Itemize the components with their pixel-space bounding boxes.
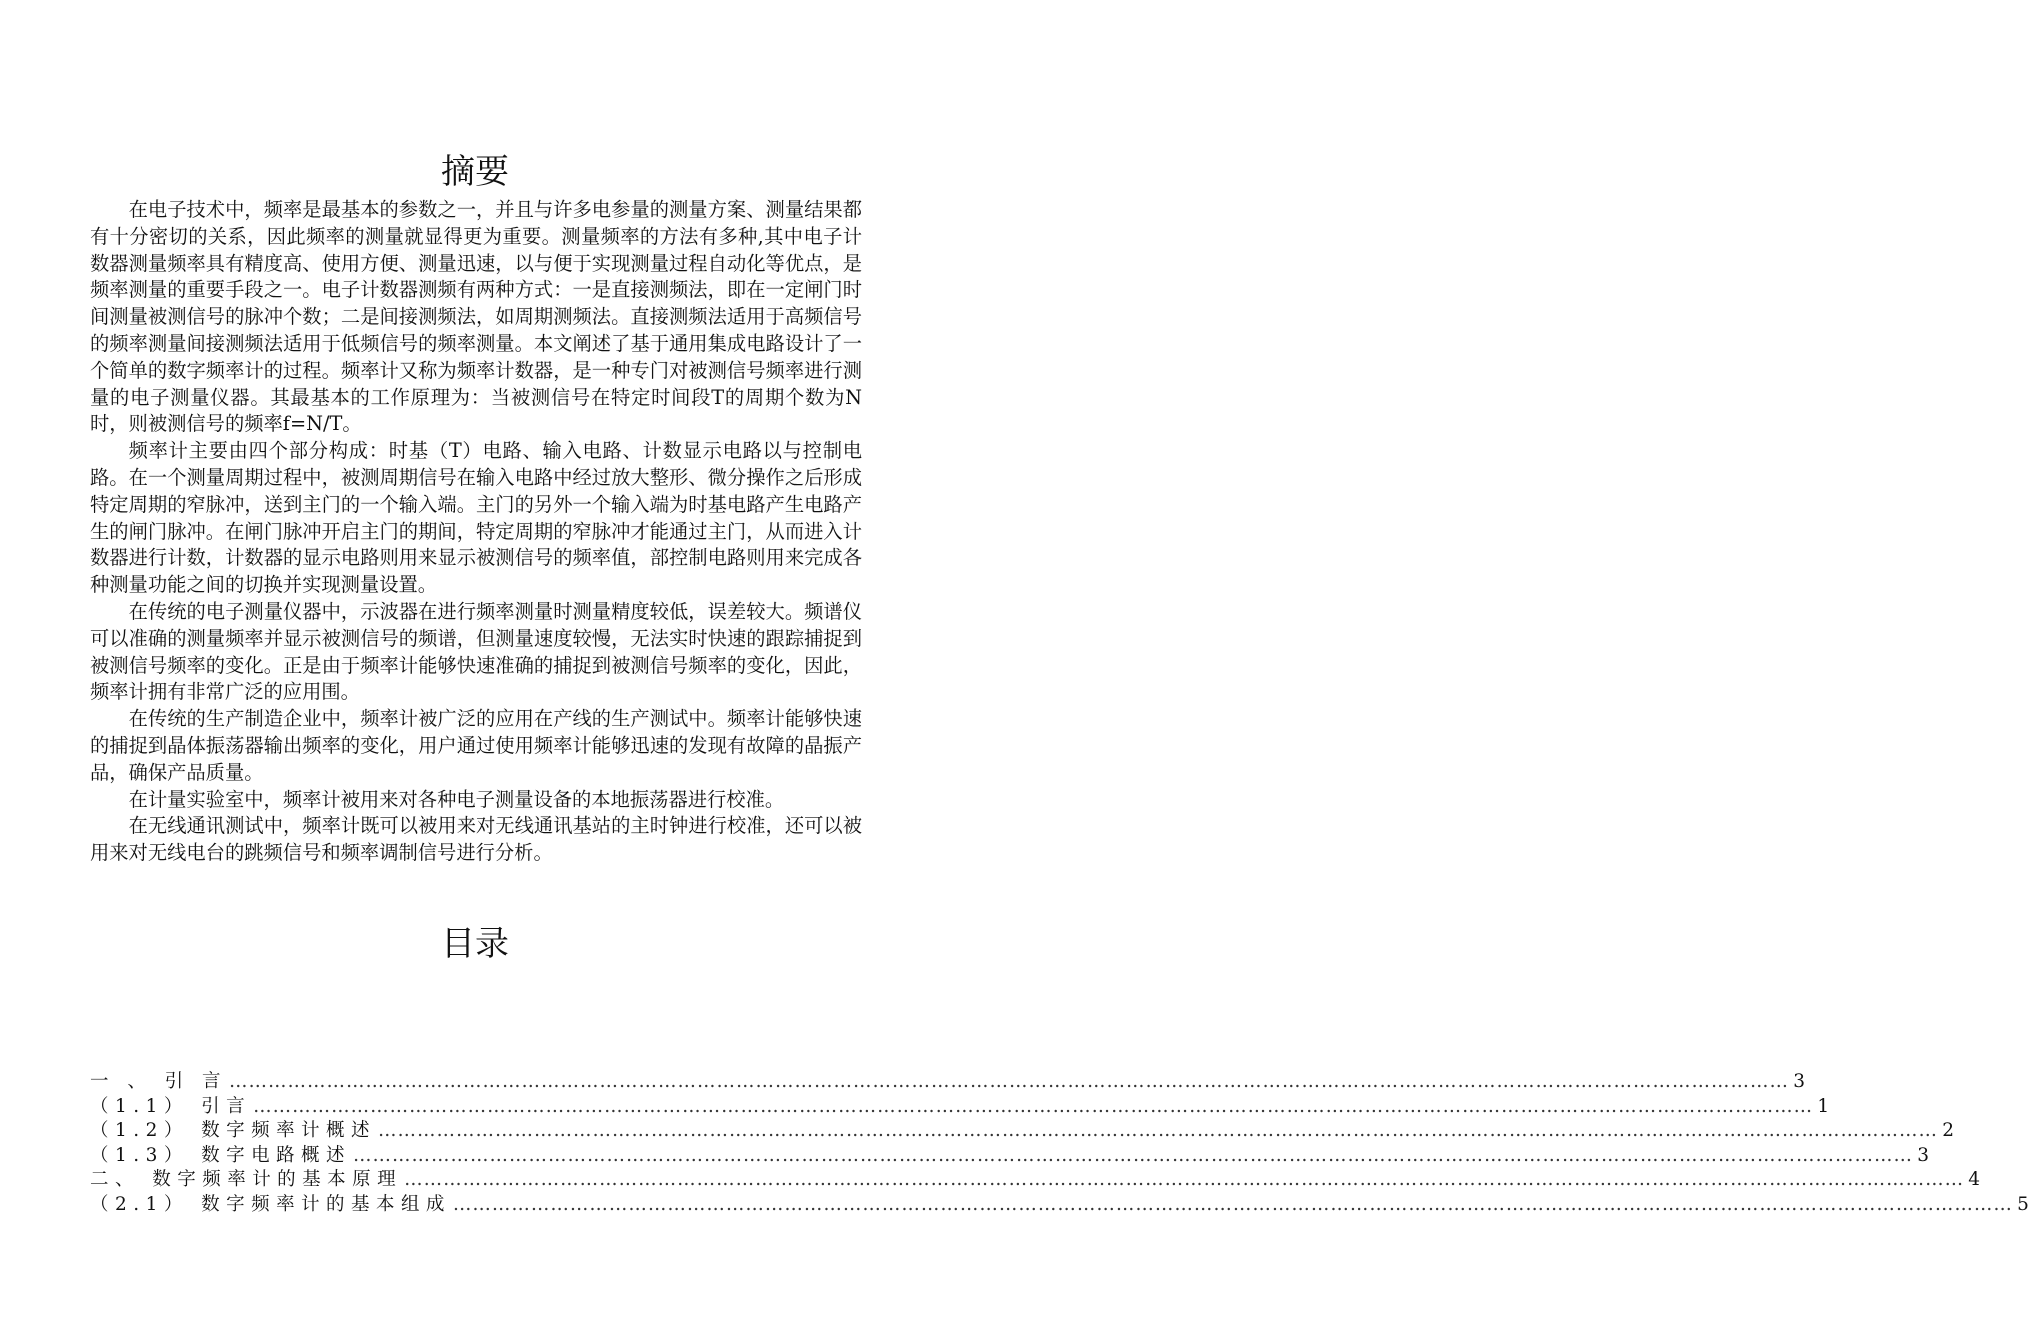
abstract-paragraph: 在传统的电子测量仪器中，示波器在进行频率测量时测量精度较低，误差较大。频谱仪可以准确的测量频率并显示被测信号的频谱，但测量速度较慢，无法实时快速的跟踪捕捉到被测信号频率的变化。正是由于频率计能够快速准确的捕捉到被测信号频率的变化，因此，频率计拥有非常广泛的应用围。	[90, 599, 862, 704]
toc-title: 目录	[441, 924, 509, 964]
toc-page-number: 4	[1968, 1169, 1981, 1191]
abstract-paragraph: 在计量实验室中，频率计被用来对各种电子测量设备的本地振荡器进行校准。	[128, 787, 785, 811]
table-of-contents	[90, 1070, 2029, 1218]
toc-leader-dots: ……………………………………………………………………………………………………………………………………………………………………………………………………………………	[452, 1193, 2013, 1215]
abstract-paragraph: 频率计主要由四个部分构成：时基（T）电路、输入电路、计数显示电路以与控制电路。在一个测量周期过程中，被测周期信号在输入电路中经过放大整形、微分操作之后形成特定周期的窄脉冲，送到主门的一个输入端。主门的另外一个输入端为时基电路产生电路产生的闸门脉冲。在闸门脉冲开启主门的期间，特定周期的窄脉冲才能通过主门，从而进入计数器进行计数，计数器的显示电路则用来显示被测信号的频率值，部控制电路则用来完成各种测量功能之间的切换并实现测量设置。	[90, 439, 862, 597]
toc-entry[interactable]	[90, 1144, 1930, 1169]
toc-leader-dots: ……………………………………………………………………………………………………………………………………………………………………………………………………………………	[353, 1144, 1914, 1166]
toc-entry-label: （1.2） 数字频率计概述	[90, 1120, 376, 1142]
toc-entry-label: （1.3） 数字电路概述	[90, 1144, 352, 1166]
toc-page-number: 5	[2017, 1193, 2029, 1215]
toc-entry-label: 二、 数字频率计的基本原理	[90, 1169, 403, 1191]
toc-entry-label: （1.1） 引言	[90, 1095, 252, 1117]
toc-leader-dots: ……………………………………………………………………………………………………………………………………………………………………………………………………………………	[253, 1095, 1814, 1117]
abstract-paragraph: 在传统的生产制造企业中，频率计被广泛的应用在产线的生产测试中。频率计能够快速的捕捉到晶体振荡器输出频率的变化，用户通过使用频率计能够迅速的发现有故障的晶振产品，确保产品质量。	[90, 707, 862, 784]
toc-page-number: 3	[1793, 1071, 1805, 1092]
toc-entry[interactable]	[90, 1070, 1805, 1095]
toc-entry-label: （2.1） 数字频率计的基本组成	[90, 1193, 451, 1215]
toc-entry[interactable]	[90, 1095, 1830, 1120]
toc-entry-label: 一 、 引 言	[90, 1071, 227, 1092]
toc-page-number: 1	[1817, 1095, 1830, 1117]
abstract-title: 摘要	[441, 152, 509, 192]
toc-entry[interactable]	[90, 1119, 1954, 1144]
toc-entry[interactable]	[90, 1168, 1981, 1193]
toc-entry[interactable]	[90, 1193, 2029, 1218]
abstract-body	[90, 197, 862, 867]
toc-leader-dots: ……………………………………………………………………………………………………………………………………………………………………………………………………………………	[228, 1071, 1789, 1092]
abstract-paragraph: 在电子技术中，频率是最基本的参数之一，并且与许多电参量的测量方案、测量结果都有十分密切的关系，因此频率的测量就显得更为重要。测量频率的方法有多种,其中电子计数器测量频率具有精度高、使用方便、测量迅速，以与便于实现测量过程自动化等优点，是频率测量的重要手段之一。电子计数器测频有两种方式：一是直接测频法，即在一定闸门时间测量被测信号的脉冲个数；二是间接测频法，如周期测频法。直接测频法适用于高频信号的频率测量间接测频法适用于低频信号的频率测量。本文阐述了基于通用集成电路设计了一个简单的数字频率计的过程。频率计又称为频率计数器，是一种专门对被测信号频率进行测量的电子测量仪器。其最基本的工作原理为：当被测信号在特定时间段T的周期个数为N时，则被测信号的频率f=N/T。	[90, 198, 862, 436]
toc-leader-dots: ……………………………………………………………………………………………………………………………………………………………………………………………………………………	[404, 1169, 1965, 1191]
toc-page-number: 2	[1942, 1120, 1954, 1142]
toc-leader-dots: ……………………………………………………………………………………………………………………………………………………………………………………………………………………	[377, 1120, 1938, 1142]
abstract-paragraph: 在无线通讯测试中，频率计既可以被用来对无线通讯基站的主时钟进行校准，还可以被用来对无线电台的跳频信号和频率调制信号进行分析。	[90, 814, 862, 865]
toc-page-number: 3	[1917, 1144, 1930, 1166]
